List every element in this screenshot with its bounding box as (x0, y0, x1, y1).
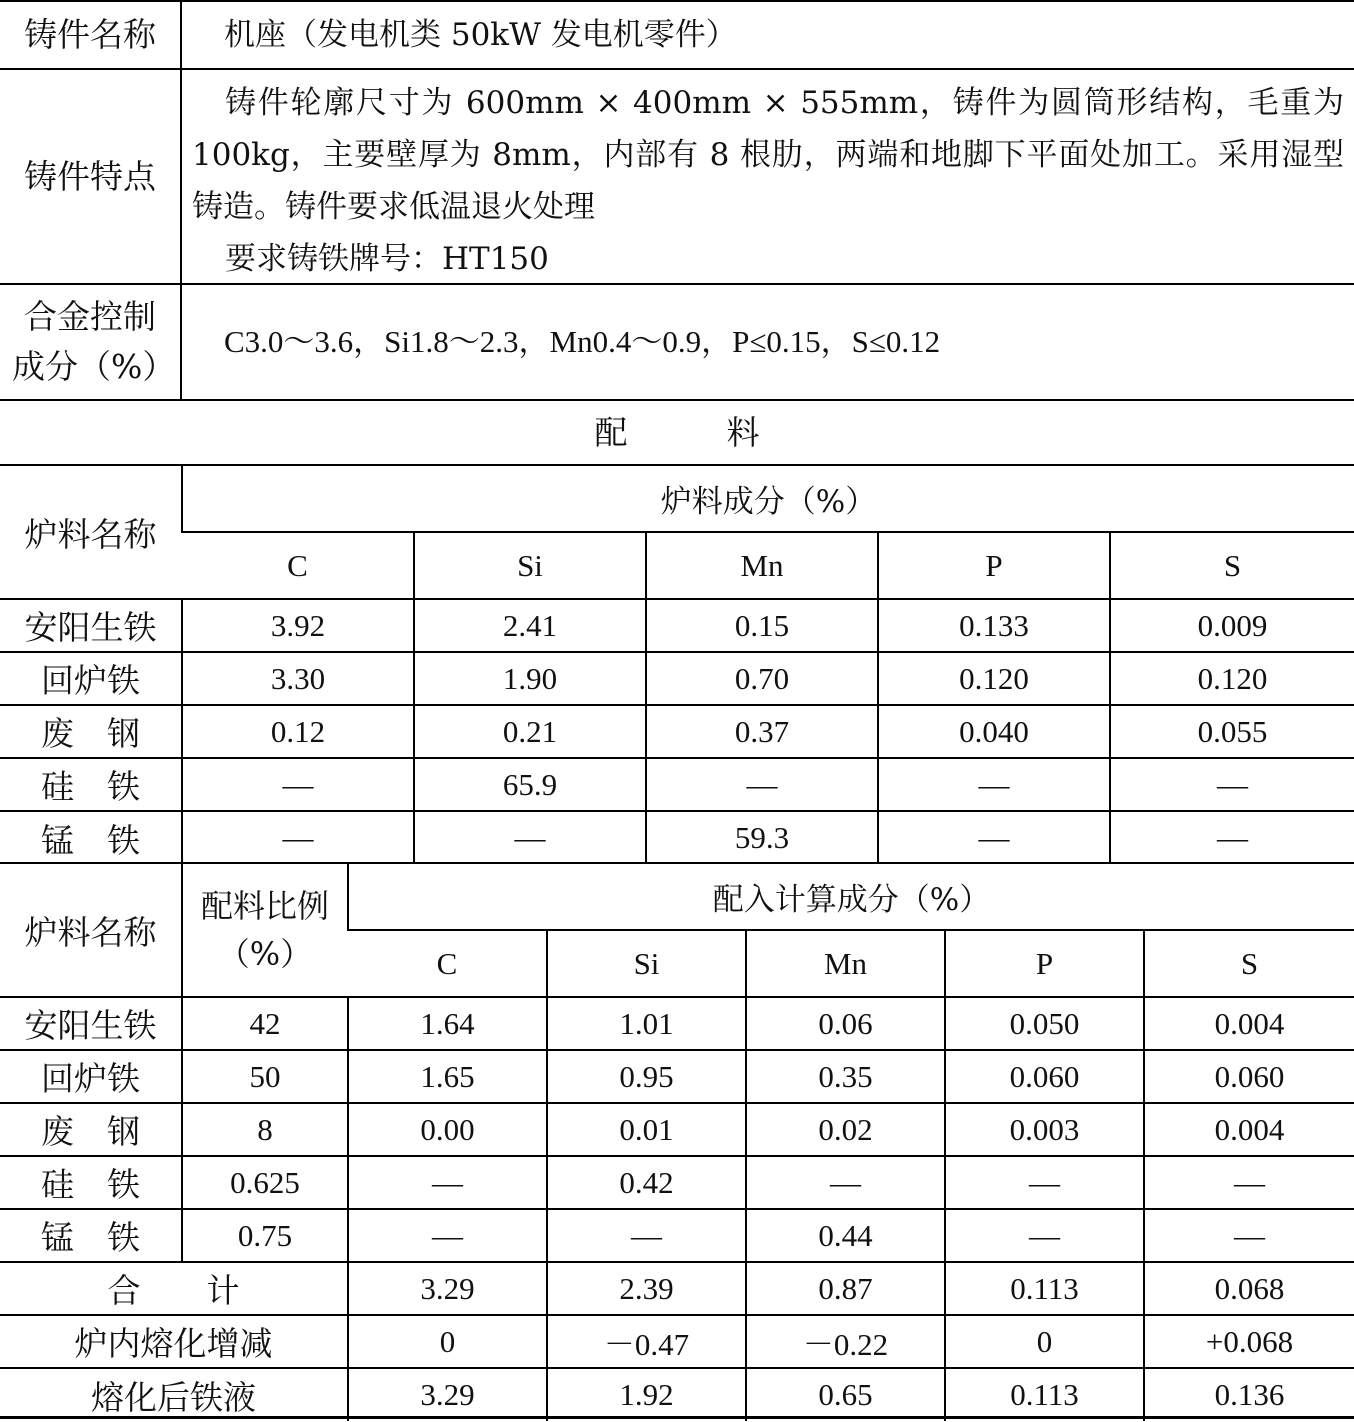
table-cell: 0.003 (945, 1103, 1144, 1156)
table-cell: 3.92 (182, 599, 414, 652)
table-cell: 2.39 (547, 1262, 746, 1315)
charge-material-name: 锰 铁 (0, 811, 182, 864)
table-cell: — (878, 758, 1110, 811)
table-cell: — (1110, 758, 1354, 811)
table-cell: 0.01 (547, 1103, 746, 1156)
calc-material-name: 回炉铁 (0, 1050, 182, 1103)
total-row (0, 1262, 1354, 1315)
table-cell: — (348, 1209, 547, 1262)
table-cell: +0.068 (1144, 1315, 1354, 1368)
burden-title: 配 料 (0, 399, 1354, 465)
table-row (0, 1050, 1354, 1103)
table-cell: 1.01 (547, 997, 746, 1050)
table-cell: 0.35 (746, 1050, 945, 1103)
table-cell: — (1144, 1209, 1354, 1262)
table-cell: 0.120 (1110, 652, 1354, 705)
ratio-cell: 8 (182, 1103, 348, 1156)
table-cell: 0.87 (746, 1262, 945, 1315)
table-cell: 0.37 (646, 705, 878, 758)
summary-label: 熔化后铁液 (0, 1368, 348, 1421)
table-cell: 0.040 (878, 705, 1110, 758)
table-cell: 0.70 (646, 652, 878, 705)
table-cell: 0.068 (1144, 1262, 1354, 1315)
table-cell: 0.65 (746, 1368, 945, 1421)
table-row (0, 652, 1354, 705)
casting-name-row (0, 0, 1354, 68)
charge-name-header: 炉料名称 (0, 465, 182, 599)
table-cell: — (1110, 811, 1354, 864)
charge-material-name: 安阳生铁 (0, 599, 182, 652)
table-cell: 0.02 (746, 1103, 945, 1156)
casting-features-text: 铸件轮廓尺寸为 600mm × 400mm × 555mm，铸件为圆筒形结构，毛重为 100kg，主要壁厚为 8mm，内部有 8 根肋，两端和地脚下平面处加工。采用湿型铸造。铸件要求低温退火处理 (192, 85, 1344, 225)
calc-element-header: C (348, 930, 547, 997)
table-bottom-rule (0, 1416, 1354, 1419)
table-cell: 0.15 (646, 599, 878, 652)
casting-features-row (0, 68, 1354, 283)
table-cell: 1.65 (348, 1050, 547, 1103)
table-cell: －0.47 (547, 1315, 746, 1368)
table-cell: — (945, 1209, 1144, 1262)
table-cell: 0.120 (878, 652, 1110, 705)
alloy-composition-label: 合金控制成分（%） (0, 285, 182, 399)
table-cell: 1.92 (547, 1368, 746, 1421)
table-cell: 0.009 (1110, 599, 1354, 652)
table-row (0, 1103, 1354, 1156)
table-row (0, 811, 1354, 864)
charge-composition-header: 炉料成分（%） (182, 465, 1354, 532)
table-cell: — (182, 758, 414, 811)
table-cell: 0 (348, 1315, 547, 1368)
table-cell: 0.133 (878, 599, 1110, 652)
calc-composition-header: 配入计算成分（%） (348, 863, 1354, 930)
table-cell: 0.050 (945, 997, 1144, 1050)
table-cell: 65.9 (414, 758, 646, 811)
table-cell: — (1144, 1156, 1354, 1209)
table-cell: — (348, 1156, 547, 1209)
table-cell: — (182, 811, 414, 864)
table-cell: 0.004 (1144, 997, 1354, 1050)
ratio-cell: 50 (182, 1050, 348, 1103)
casting-name-value: 机座（发电机类 50kW 发电机零件） (224, 17, 737, 53)
calc-material-name: 安阳生铁 (0, 997, 182, 1050)
charge-material-name: 硅 铁 (0, 758, 182, 811)
table-cell: 0.055 (1110, 705, 1354, 758)
calc-element-header: Mn (746, 930, 945, 997)
table-cell: 0.06 (746, 997, 945, 1050)
table-cell: 0.42 (547, 1156, 746, 1209)
casting-features-label: 铸件特点 (0, 70, 182, 283)
charge-material-name: 回炉铁 (0, 652, 182, 705)
table-row (0, 705, 1354, 758)
ratio-cell: 42 (182, 997, 348, 1050)
table-cell: 0.060 (945, 1050, 1144, 1103)
iron-grade-requirement: 要求铸铁牌号：HT150 (225, 241, 549, 277)
table-cell: — (878, 811, 1110, 864)
table-cell: 3.29 (348, 1262, 547, 1315)
table-cell: 0.44 (746, 1209, 945, 1262)
charge-element-header: Si (414, 532, 646, 599)
table-row (0, 1156, 1354, 1209)
calc-element-header: Si (547, 930, 746, 997)
melt-change-row (0, 1315, 1354, 1368)
table-cell: 0.113 (945, 1262, 1144, 1315)
charge-element-header: S (1110, 532, 1354, 599)
charge-material-name: 废 钢 (0, 705, 182, 758)
table-cell: 0.136 (1144, 1368, 1354, 1421)
table-cell: 0.113 (945, 1368, 1144, 1421)
calc-ratio-header: 配料比例（%） (182, 863, 348, 997)
molten-iron-row (0, 1368, 1354, 1421)
table-cell: －0.22 (746, 1315, 945, 1368)
summary-label: 炉内熔化增减 (0, 1315, 348, 1368)
charge-element-header: Mn (646, 532, 878, 599)
calc-name-header: 炉料名称 (0, 863, 182, 997)
table-cell: 0.12 (182, 705, 414, 758)
table-cell: — (746, 1156, 945, 1209)
table-row (0, 1209, 1354, 1262)
table-cell: 0.060 (1144, 1050, 1354, 1103)
table-cell: — (646, 758, 878, 811)
table-row (0, 599, 1354, 652)
charge-element-header: C (182, 532, 414, 599)
table-cell: 0.00 (348, 1103, 547, 1156)
ratio-cell: 0.75 (182, 1209, 348, 1262)
table-cell: 1.64 (348, 997, 547, 1050)
table-cell: 59.3 (646, 811, 878, 864)
summary-label: 合 计 (0, 1262, 348, 1315)
table-cell: 0 (945, 1315, 1144, 1368)
table-cell: 0.95 (547, 1050, 746, 1103)
casting-name-label: 铸件名称 (0, 2, 182, 68)
table-row (0, 997, 1354, 1050)
calc-element-header: P (945, 930, 1144, 997)
table-cell: 2.41 (414, 599, 646, 652)
ratio-cell: 0.625 (182, 1156, 348, 1209)
calc-material-name: 废 钢 (0, 1103, 182, 1156)
table-cell: — (547, 1209, 746, 1262)
table-cell: 0.21 (414, 705, 646, 758)
table-cell: 3.29 (348, 1368, 547, 1421)
calc-material-name: 锰 铁 (0, 1209, 182, 1262)
table-cell: 1.90 (414, 652, 646, 705)
table-cell: 0.004 (1144, 1103, 1354, 1156)
table-cell: 3.30 (182, 652, 414, 705)
table-cell: — (414, 811, 646, 864)
charge-element-header: P (878, 532, 1110, 599)
calculated-composition-table (0, 862, 1354, 1421)
table-row (0, 758, 1354, 811)
alloy-composition-value: C3.0～3.6，Si1.8～2.3，Mn0.4～0.9，P≤0.15，S≤0.12 (224, 324, 941, 359)
calc-material-name: 硅 铁 (0, 1156, 182, 1209)
alloy-composition-row (0, 283, 1354, 399)
table-cell: — (945, 1156, 1144, 1209)
calc-element-header: S (1144, 930, 1354, 997)
charge-composition-table (0, 464, 1354, 864)
